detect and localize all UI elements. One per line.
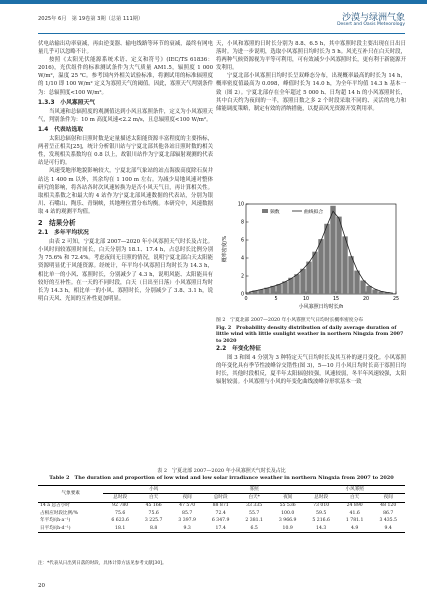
table-caption-cn: 表 2 宁夏北部 2007—2020 年小风寡照天气时长及占比 [157,468,286,474]
header-rule [38,33,405,34]
paragraph: 风速受地形地貌影响较大，宁夏北部气象站的站点海拔高度除石炭井站达 1 400 m 以外，其余均在 1 100 m 左右。为减少局地风速对整体研究的影响，将各站各时次风速转换为是否小风天气日，再计算相关性。取相关系数之和最大的 4 站作为宁夏北部风速数据的代表站，分别为银川、石嘴山、陶乐、青铜峡，其地理位置分布均衡。本研究中，风速数据取 4 站的观测平均值。 [38,168,213,215]
table-header-cell: 白天* [237,494,271,502]
y-tick-label: 10 [237,202,244,208]
table-cell: 72.4 [215,510,226,516]
histogram-bar [330,206,335,294]
paragraph: 宁夏北部小风寡照日均时长呈双峰态分布，出现概率最高的时长为 14 h，概率密度值最高为 0.098，峰值时长为 14.0 h，为全年平均值 14.3 h 基本一致（图 2）。宁夏北部存在全年超过 5 000 h、日均超 14 h 的小风寡照时长，其中白天约为夜间的一半，寡照日数之多 2 个时段采取不同的、灵活的电力和储能调度策略，制定有效的消纳措施，以提高风光资源开发利用率。 [216,73,406,112]
table-cell: 55 536 [279,503,296,509]
histogram-bar [306,262,311,294]
y-tick-label: 0 [240,292,244,298]
table-cell: 4.9 [338,525,372,533]
table-cell: 92 780 [112,503,129,509]
table-cell: 45 166 [145,503,162,509]
table-caption [38,468,405,482]
histogram-bar [360,281,365,295]
right-column-bottom [216,343,406,386]
paragraph: 由表 2 可知，宁夏北部 2007—2020 年小风寡照天气时长及占比。小风时间较寡照时间长，白天分别为 18.1、17.4 h，占总时长比例分别为 75.6% 和 72.4%。考虑夜间无日照的情况，说明宁夏北部白天太阳能资源明显优于风能资源。经统计，年平均小风寡照日均时长为 14.3 h，相比单一的小风、寡照时长，分别减少了 4.3 h，说明风能、太阳能具有较好的互补性。在一天的不同时段，白天（日出至日落）小风寡照日均时长为 14.3 h，相比单一的小风、寡照时长，分别减少了 3.8、3.1 h，说明白天风、光间的互补性更加明显。 [38,239,213,302]
y-tick-label: 6 [240,238,244,244]
table-cell: 5 216.6 [312,518,330,524]
histogram-bar [300,269,305,294]
x-tick-label: 10 [302,297,310,302]
table-header-cell: 总时段 [204,494,238,502]
x-axis-label: 小风寡照日均时长/h [298,304,344,310]
x-tick-label: 15 [332,297,340,302]
table-cell: 2 381.1 [245,518,263,524]
table-cell: 100.0 [281,510,295,516]
table-cell: 48 120 [380,503,397,509]
page-header [0,4,427,34]
table-header-cell: 夜间 [170,494,204,502]
table-cell: 14 a 总占小时 [40,503,70,509]
histogram-bar [246,292,251,294]
page-number: 20 [38,583,45,589]
y-axis-label: 概率密度/% [222,235,228,263]
table-cell: 59.5 [316,510,327,516]
data-table [38,485,405,533]
table-cell: 8.8 [137,525,171,533]
table-cell: 33 335 [246,503,263,509]
table-cell: 86.7 [383,510,394,516]
legend-label-line: 曲线拟合 [304,209,324,215]
subsection-heading: 2.2 年变化特征 [216,346,262,352]
journal-title-en: Desert and Oasis Meteorology [337,22,405,27]
table-cell: 75.6 [115,510,126,516]
x-tick-label: 5 [274,297,278,302]
histogram-bar [354,271,359,294]
table-header-cell: 小风寡照 [304,486,405,494]
x-tick-label: 0 [244,297,248,302]
table-cell: 9.3 [170,525,204,533]
left-column [38,40,213,303]
table-row [38,510,405,517]
table-header-cell: 夜间 [271,494,305,502]
table-row [38,525,405,533]
paragraph: 太阳总辐射和日照时数是定量描述太阳能资源丰富程度的主要指标，两者呈正相关[25]，统计分析银川站与宁夏北部其他各站日照时数的相关性，发现相关系数均在 0.8 以上，故银川站作为宁夏北部辐射观测的代表站是可行的。 [38,136,213,167]
table-cell: 47 570 [179,503,196,509]
table-header-cell: 寡照 [204,486,305,494]
table-cell: 88 871 [212,503,229,509]
table-cell: 24 890 [346,503,363,509]
histogram-bar [294,274,299,294]
table-header-cell: 夜间 [371,494,405,502]
legend-label-bar: 频数 [270,209,280,215]
histogram-bar [312,252,317,294]
table-cell: 3 397.9 [178,518,196,524]
table-cell: 1 781.1 [345,518,364,524]
figure-caption-cn: 图 2 宁夏北部 2007—2020 年小风寡照天气日均时长概率密度分布 [216,318,364,323]
x-tick-label: 20 [362,297,370,302]
paragraph: 天，小风和寡照的日时长分别为 8.8、6.5 h，其中寡照时段主要出现在日出日落时。为进一步说明，选取小风寡照日均时长为 5 h。风光互补只在白天时段，将两种气候资源视为平等可利用，可有效减少小风寡照时长，更有利于新能源开发利用。 [216,41,406,72]
figure-caption-en: Fig. 2 Probability density distribution of daily average duration of little wind with little sunlight weather in northern Ningxia from 2007 to 2020 [216,324,404,344]
table-cell: 10.9 [271,525,305,533]
histogram-bar [342,236,347,294]
section-heading: 2 结果分析 [38,218,76,227]
table-cell: 55.7 [249,510,260,516]
subsection-heading: 1.4 代表站选取 [38,126,84,133]
histogram-bar [366,286,371,294]
subsection-heading: 2.1 多年平均状况 [38,230,89,237]
table-cell: 18.1 [103,525,137,533]
table-cell: 6 623.6 [111,518,129,524]
histogram-bar [336,217,341,294]
table-cell: 占相应时段比例/% [40,510,79,516]
paragraph: 按照《太阳光伏能源系统术语、定义和符号》(IEC/TS 61836：2016)，光伏组件的标准测试条件为大气质量 AM1.5，辐照度 1 000 W/m²，温度 25 ℃。参考国内外相关试验标准，将测试用的标准辐照度的 1/10 即 100 W/m² 定义为寡照天气的阈值。因此，寡照天气判别条件为：总辐照度<100 W/m²。 [38,57,213,96]
table-cell: 3 435.5 [379,518,397,524]
table-cell: 9.4 [371,525,405,533]
x-tick-label: 25 [392,297,400,302]
y-tick-label: 2 [240,274,244,280]
table-header-cell: 总时段 [304,494,338,502]
y-tick-label: 8 [240,220,244,226]
histogram-bar [282,281,287,294]
table-row [38,502,405,510]
table-cell: 73 010 [313,503,330,509]
paragraph: 伏电站输出功率衰减，再由逆变器、输电线路等环节的衰减，最终有网电量几乎可以忽略不计。 [38,41,213,56]
table-cell: 3 966.9 [278,518,297,524]
table-cell: 3 225.7 [144,518,163,524]
histogram-bar [324,224,329,294]
y-tick-label: 4 [240,256,244,262]
histogram-bar [318,239,323,294]
table-cell: 14.3 [304,525,338,533]
table-note: 注：*代表从日出到日落的时段，具体计算方法见参考文献[30]。 [38,561,167,566]
right-column-top [216,40,406,113]
table-cell: 6.5 [237,525,271,533]
table-cell: 6 347.9 [211,518,230,524]
histogram-bar [276,284,281,294]
table-header-row [38,486,405,494]
table-row [38,518,405,525]
table-cell: 85.7 [182,510,193,516]
histogram-bar [348,256,353,294]
table-header-cell: 总时段 [103,494,137,502]
subsection-heading: 1.3.3 小风寡照天气 [38,99,96,106]
table-cell: 17.4 [204,525,238,533]
table-header-cell: 白天 [338,494,372,502]
table-cell: 41.6 [349,510,360,516]
table-header-cell: 小风 [103,486,204,494]
journal-title-cn: 沙漠与绿洲气象 [341,13,405,23]
probability-density-chart [216,196,406,316]
table-cell: 75.6 [148,510,159,516]
issue-info: 2025年 6月 第 19卷第 3期（总第 111期） [38,16,144,22]
table-caption-en: Table 2 The duration and proportion of low wind and low solar irradiance weather in northern Ningxia from 2007 to 2020 [49,475,394,481]
legend-swatch-bar [262,209,268,213]
histogram-bar [288,278,293,294]
paragraph: 图 3 和图 4 分别为 3 种特定天气日均时长及其互补的逐月变化。小风寡照的年变化具有季节性波峰谷交错性(图 3)，5—10 月小风日均时长高于寡照日均时长，其他时段相反，夏半年太阳辐射较强，风速较弱，冬半年风速较强，太阳辐射较弱。小风寡照与小风的年变化曲线波峰谷形状基本一致 [216,355,406,386]
table-cell: 日平均/(h·d⁻¹) [38,525,103,533]
table-header-cell: 气象要素 [38,486,103,503]
figure-caption [216,318,406,344]
paragraph: 当风速和总辐照度的观测值达到小风且寡照条件，定义为小风寡照天气，判别条件为：10 m 高度风速<2.2 m/s，且总辐照度<100 W/m²。 [38,108,213,123]
table-cell: 年平均/(h·a⁻¹) [40,518,71,524]
table-header-cell: 白天 [137,494,171,502]
